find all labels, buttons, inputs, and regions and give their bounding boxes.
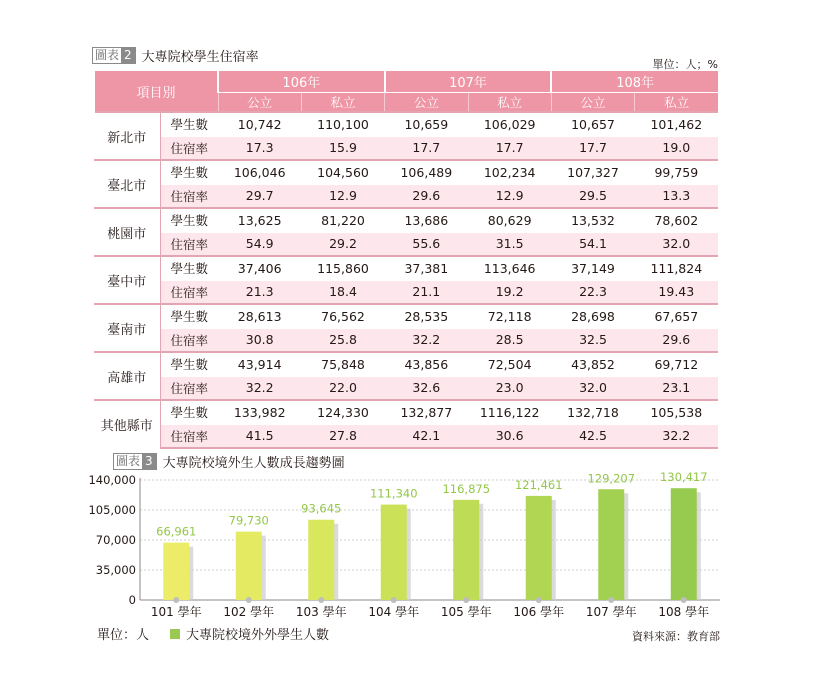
value-cell: 55.6 — [385, 232, 468, 256]
y-tick-label: 140,000 — [88, 473, 136, 487]
sub-header: 私立 — [468, 93, 551, 113]
value-cell: 23.0 — [468, 376, 551, 400]
value-cell: 29.5 — [551, 184, 634, 208]
value-cell: 13,532 — [551, 208, 634, 232]
city-cell: 桃園市 — [94, 208, 160, 256]
bar — [598, 489, 624, 600]
value-cell: 42.5 — [551, 424, 634, 448]
value-cell: 1116,122 — [468, 400, 551, 424]
chart-legend — [170, 624, 329, 643]
value-cell: 32.0 — [551, 376, 634, 400]
value-cell: 29.7 — [218, 184, 301, 208]
value-cell: 78,602 — [635, 208, 718, 232]
value-cell: 23.1 — [635, 376, 718, 400]
value-cell: 37,381 — [385, 256, 468, 280]
value-cell: 10,659 — [385, 112, 468, 136]
value-cell: 102,234 — [468, 160, 551, 184]
value-cell: 18.4 — [301, 280, 384, 304]
bar-base-dot — [463, 597, 469, 603]
year-header: 107年 — [385, 71, 552, 93]
value-cell: 101,462 — [635, 112, 718, 136]
metric-label: 住宿率 — [160, 280, 218, 304]
bar-base-dot — [536, 597, 542, 603]
y-tick-label: 70,000 — [95, 533, 136, 547]
category-label: 101 學年 — [150, 605, 202, 619]
year-header: 106年 — [218, 71, 385, 93]
corner-header: 項目別 — [94, 71, 218, 112]
value-label: 121,461 — [514, 477, 563, 492]
value-label: 129,207 — [587, 471, 636, 486]
value-cell: 29.6 — [635, 328, 718, 352]
metric-label: 學生數 — [160, 400, 218, 424]
value-cell: 28,613 — [218, 304, 301, 328]
value-cell: 13.3 — [635, 184, 718, 208]
value-cell: 106,029 — [468, 112, 551, 136]
metric-label: 住宿率 — [160, 424, 218, 448]
value-cell: 15.9 — [301, 136, 384, 160]
value-cell: 28,698 — [551, 304, 634, 328]
category-label: 106 學年 — [513, 605, 565, 619]
value-cell: 17.7 — [551, 136, 634, 160]
value-cell: 17.7 — [385, 136, 468, 160]
value-cell: 75,848 — [301, 352, 384, 376]
value-cell: 41.5 — [218, 424, 301, 448]
value-cell: 69,712 — [635, 352, 718, 376]
value-cell: 13,625 — [218, 208, 301, 232]
chart-title-text: 大專院校境外生人數成長趨勢圖 — [162, 456, 345, 471]
category-label: 105 學年 — [440, 605, 492, 619]
value-cell: 37,149 — [551, 256, 634, 280]
value-cell: 54.1 — [551, 232, 634, 256]
legend-swatch — [170, 629, 180, 639]
value-cell: 67,657 — [635, 304, 718, 328]
metric-label: 學生數 — [160, 256, 218, 280]
value-cell: 30.6 — [468, 424, 551, 448]
city-cell: 高雄市 — [94, 352, 160, 400]
value-cell: 32.2 — [385, 328, 468, 352]
value-cell: 104,560 — [301, 160, 384, 184]
value-cell: 107,327 — [551, 160, 634, 184]
value-cell: 28.5 — [468, 328, 551, 352]
year-header: 108年 — [551, 71, 718, 93]
category-label: 103 學年 — [295, 605, 347, 619]
value-cell: 105,538 — [635, 400, 718, 424]
value-cell: 106,489 — [385, 160, 468, 184]
value-cell: 31.5 — [468, 232, 551, 256]
value-cell: 32.6 — [385, 376, 468, 400]
value-cell: 115,860 — [301, 256, 384, 280]
value-cell: 29.2 — [301, 232, 384, 256]
value-cell: 29.6 — [385, 184, 468, 208]
metric-label: 學生數 — [160, 304, 218, 328]
value-cell: 110,100 — [301, 112, 384, 136]
value-cell: 37,406 — [218, 256, 301, 280]
metric-label: 學生數 — [160, 352, 218, 376]
value-cell: 22.0 — [301, 376, 384, 400]
category-label: 104 學年 — [368, 605, 420, 619]
value-cell: 76,562 — [301, 304, 384, 328]
y-tick-label: 0 — [128, 593, 136, 607]
value-cell: 32.2 — [218, 376, 301, 400]
value-cell: 111,824 — [635, 256, 718, 280]
sub-header: 私立 — [635, 93, 718, 113]
table-title-text: 大專院校學生住宿率 — [141, 50, 259, 65]
category-label: 108 學年 — [658, 605, 710, 619]
value-cell: 99,759 — [635, 160, 718, 184]
value-cell: 28,535 — [385, 304, 468, 328]
metric-label: 住宿率 — [160, 376, 218, 400]
bar-base-dot — [246, 597, 252, 603]
city-cell: 臺中市 — [94, 256, 160, 304]
city-cell: 新北市 — [94, 112, 160, 160]
value-cell: 21.3 — [218, 280, 301, 304]
value-cell: 72,118 — [468, 304, 551, 328]
value-cell: 113,646 — [468, 256, 551, 280]
value-label: 130,417 — [659, 470, 708, 485]
figure-tag: 圖表 2 — [92, 47, 136, 64]
sub-header: 私立 — [301, 93, 384, 113]
value-cell: 42.1 — [385, 424, 468, 448]
bar — [453, 500, 479, 600]
value-cell: 19.0 — [635, 136, 718, 160]
metric-label: 住宿率 — [160, 328, 218, 352]
value-cell: 25.8 — [301, 328, 384, 352]
value-cell: 32.2 — [635, 424, 718, 448]
value-cell: 54.9 — [218, 232, 301, 256]
value-label: 79,730 — [228, 513, 269, 528]
data-source-label: 資料來源：教育部 — [632, 630, 720, 643]
bar-base-dot — [173, 597, 179, 603]
value-label: 116,875 — [442, 481, 491, 496]
bar — [236, 532, 262, 600]
table-unit-label: 單位：人；% — [652, 58, 718, 71]
legend-label: 大專院校境外外學生人數 — [186, 628, 330, 643]
value-cell: 12.9 — [468, 184, 551, 208]
chart-unit-label: 單位：人 — [97, 628, 150, 643]
metric-label: 學生數 — [160, 160, 218, 184]
bar — [308, 520, 334, 600]
value-cell: 13,686 — [385, 208, 468, 232]
value-label: 93,645 — [301, 501, 342, 516]
value-cell: 10,742 — [218, 112, 301, 136]
value-cell: 43,856 — [385, 352, 468, 376]
value-cell: 10,657 — [551, 112, 634, 136]
metric-label: 住宿率 — [160, 232, 218, 256]
value-label: 66,961 — [156, 524, 197, 539]
value-cell: 27.8 — [301, 424, 384, 448]
value-cell: 19.2 — [468, 280, 551, 304]
bar — [526, 496, 552, 600]
metric-label: 學生數 — [160, 112, 218, 136]
value-cell: 80,629 — [468, 208, 551, 232]
value-cell: 132,718 — [551, 400, 634, 424]
value-cell: 132,877 — [385, 400, 468, 424]
city-cell: 臺南市 — [94, 304, 160, 352]
value-cell: 43,852 — [551, 352, 634, 376]
value-cell: 12.9 — [301, 184, 384, 208]
sub-header: 公立 — [218, 93, 301, 113]
value-cell: 21.1 — [385, 280, 468, 304]
metric-label: 學生數 — [160, 208, 218, 232]
value-cell: 106,046 — [218, 160, 301, 184]
sub-header: 公立 — [385, 93, 468, 113]
figure-tag: 圖表 3 — [113, 453, 157, 470]
value-cell: 124,330 — [301, 400, 384, 424]
value-cell: 133,982 — [218, 400, 301, 424]
category-label: 102 學年 — [223, 605, 275, 619]
bar-base-dot — [608, 597, 614, 603]
value-cell: 72,504 — [468, 352, 551, 376]
value-cell: 81,220 — [301, 208, 384, 232]
city-cell: 臺北市 — [94, 160, 160, 208]
value-label: 111,340 — [369, 486, 418, 501]
value-cell: 30.8 — [218, 328, 301, 352]
bar-base-dot — [318, 597, 324, 603]
metric-label: 住宿率 — [160, 136, 218, 160]
sub-header: 公立 — [551, 93, 634, 113]
bar-base-dot — [681, 597, 687, 603]
category-label: 107 學年 — [585, 605, 637, 619]
value-cell: 32.0 — [635, 232, 718, 256]
value-cell: 17.3 — [218, 136, 301, 160]
value-cell: 22.3 — [551, 280, 634, 304]
value-cell: 17.7 — [468, 136, 551, 160]
metric-label: 住宿率 — [160, 184, 218, 208]
y-tick-label: 35,000 — [95, 563, 136, 577]
city-cell: 其他縣市 — [94, 400, 160, 448]
bar-base-dot — [391, 597, 397, 603]
value-cell: 32.5 — [551, 328, 634, 352]
bar — [163, 543, 189, 600]
bar — [381, 505, 407, 600]
value-cell: 19.43 — [635, 280, 718, 304]
y-tick-label: 105,000 — [88, 503, 136, 517]
value-cell: 43,914 — [218, 352, 301, 376]
bar — [671, 488, 697, 600]
